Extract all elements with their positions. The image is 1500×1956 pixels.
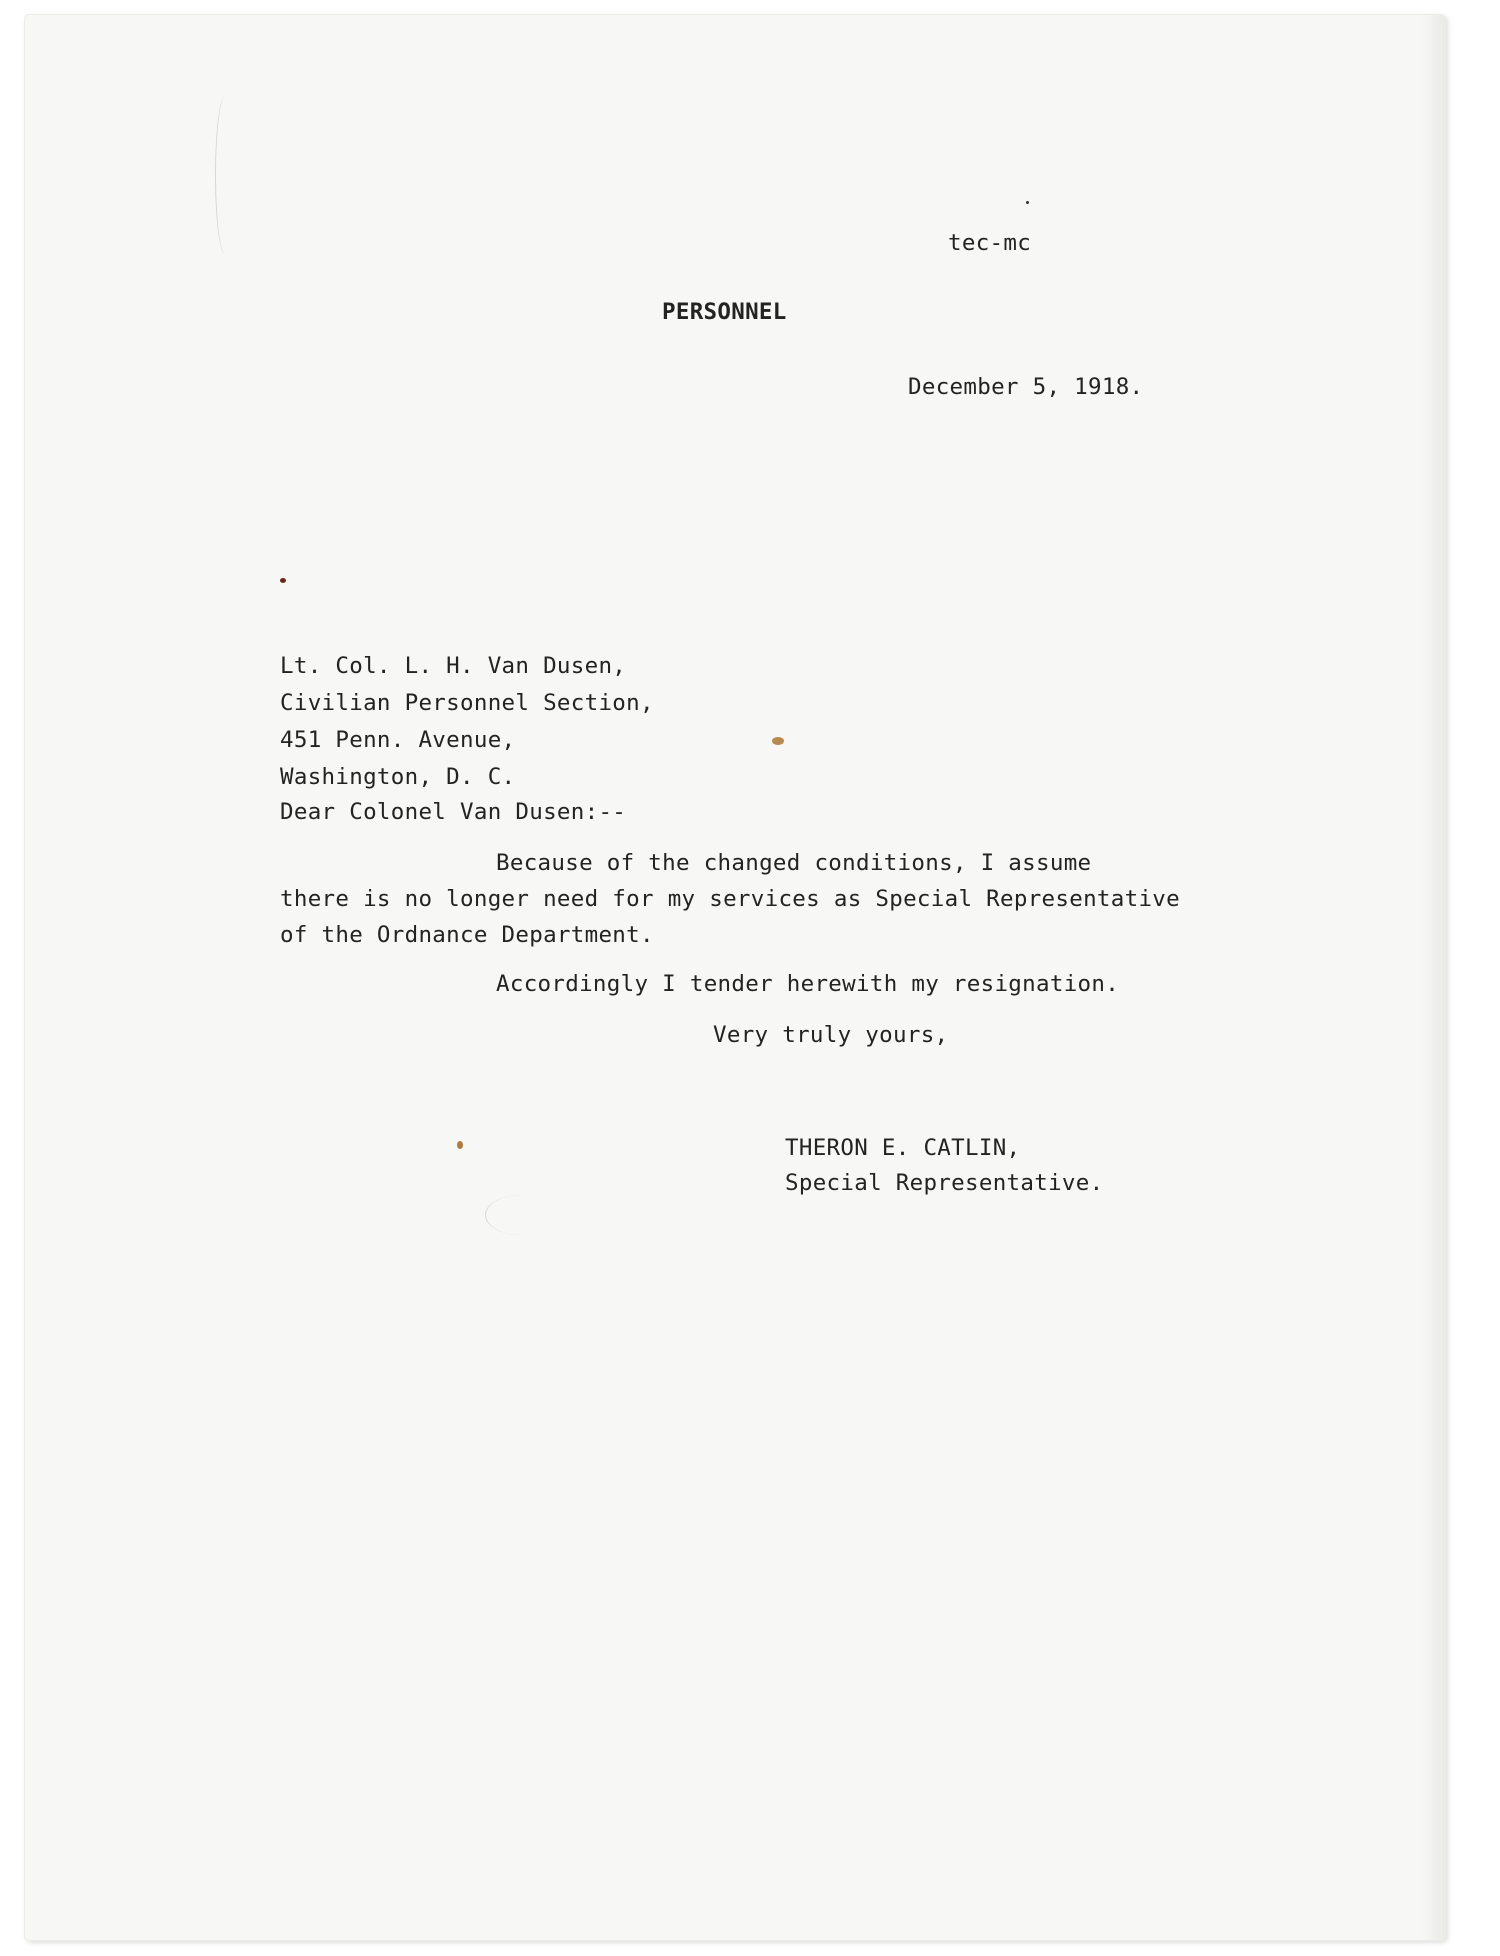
paper-crease-mark xyxy=(485,1195,556,1235)
addressee-line: Lt. Col. L. H. Van Dusen, xyxy=(280,653,627,679)
signature-name: THERON E. CATLIN, xyxy=(785,1135,1021,1161)
ink-speck xyxy=(1026,201,1029,204)
page-edge-shadow xyxy=(1421,15,1445,1940)
rust-spot xyxy=(772,737,784,745)
typist-initials: tec-mc xyxy=(948,230,1032,256)
body-paragraph-2: Accordingly I tender herewith my resignation. xyxy=(496,971,1120,997)
addressee-line: Civilian Personnel Section, xyxy=(280,690,654,716)
letter-date: December 5, 1918. xyxy=(908,374,1144,400)
ink-speck xyxy=(280,578,286,583)
salutation: Dear Colonel Van Dusen:-- xyxy=(280,799,627,825)
body-line: there is no longer need for my services as Special Representative xyxy=(280,886,1180,912)
signature-title: Special Representative. xyxy=(785,1170,1104,1196)
category-heading: PERSONNEL xyxy=(662,299,787,325)
paper-crease-mark xyxy=(215,95,236,255)
closing: Very truly yours, xyxy=(713,1022,949,1048)
rust-spot xyxy=(457,1141,463,1149)
body-line: Because of the changed conditions, I assume xyxy=(496,850,1092,876)
addressee-line: 451 Penn. Avenue, xyxy=(280,727,516,753)
addressee-line: Washington, D. C. xyxy=(280,764,516,790)
body-line: of the Ordnance Department. xyxy=(280,922,654,948)
letter-page xyxy=(25,15,1445,1940)
